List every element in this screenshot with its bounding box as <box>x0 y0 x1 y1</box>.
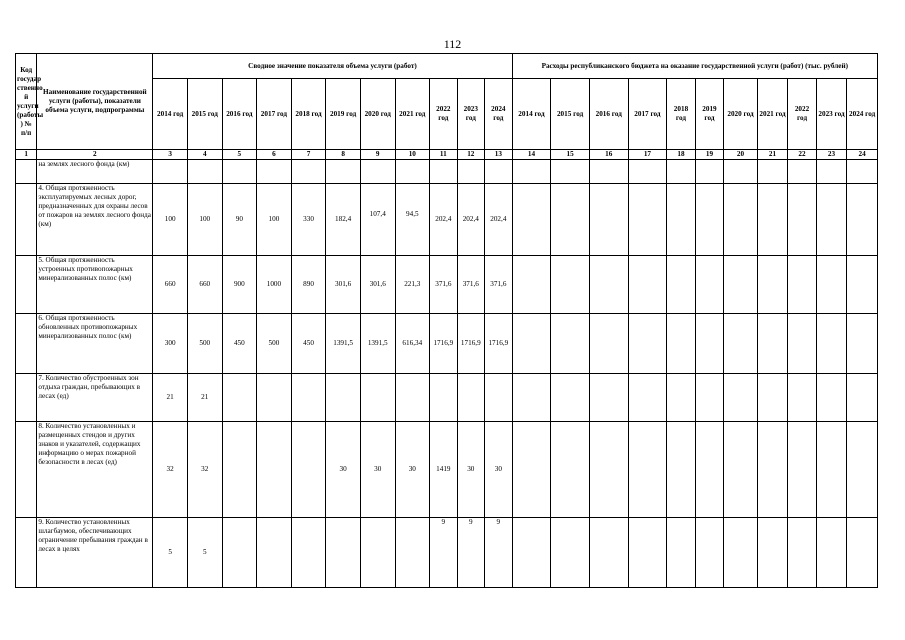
table-row <box>16 256 878 314</box>
volume-value-cell <box>326 314 361 374</box>
volume-value-cell <box>222 160 257 184</box>
code-column-header: Код государ ственно й услуги (работы ) № п/п <box>16 54 37 150</box>
expense-value-cell <box>589 422 628 518</box>
volume-value-cell <box>153 518 188 588</box>
volume-value-cell <box>257 160 292 184</box>
row-name-cell: 4. Общая протяженность эксплуатируемых лесных дорог, предназначенных для охраны лесов от пожаров на землях лесного фонда (км) <box>37 184 153 256</box>
volume-year-header: 2014 год <box>153 79 188 150</box>
column-number: 12 <box>457 150 484 160</box>
volume-year-header: 2019 год <box>326 79 361 150</box>
volume-value-cell <box>326 184 361 256</box>
column-number: 22 <box>788 150 816 160</box>
expense-value-cell <box>757 184 788 256</box>
volume-value-cell <box>485 160 513 184</box>
volume-value: 1000 <box>266 280 282 288</box>
volume-year-header: 2017 год <box>257 79 292 150</box>
volume-value: 30 <box>467 465 475 473</box>
volume-value: 660 <box>199 280 211 288</box>
row-code-cell <box>16 374 37 422</box>
row-code-cell <box>16 184 37 256</box>
expense-value-cell <box>667 160 695 184</box>
expense-value-cell <box>628 374 667 422</box>
column-number: 4 <box>187 150 222 160</box>
volume-value-cell <box>485 518 513 588</box>
volume-value-cell <box>187 314 222 374</box>
expense-year-header: 2023 год <box>816 79 847 150</box>
volume-value-cell <box>187 160 222 184</box>
column-number: 1 <box>16 150 37 160</box>
expense-value-cell <box>695 374 723 422</box>
expense-value-cell <box>757 314 788 374</box>
expense-value-cell <box>788 518 816 588</box>
volume-group-header: Сводное значение показателя объема услуги (работ) <box>153 54 512 79</box>
volume-value-cell <box>257 422 292 518</box>
expense-value-cell <box>757 160 788 184</box>
expense-value-cell <box>847 374 878 422</box>
page-number: 112 <box>443 37 462 51</box>
volume-value-cell <box>360 518 395 588</box>
volume-value-cell <box>153 184 188 256</box>
volume-value: 1716,9 <box>488 339 509 347</box>
expense-value-cell <box>512 160 551 184</box>
expense-year-header: 2021 год <box>757 79 788 150</box>
volume-value: 450 <box>233 339 245 347</box>
volume-value: 100 <box>268 215 280 223</box>
expense-year-header: 2018 год <box>667 79 695 150</box>
volume-value: 1391,5 <box>333 339 353 347</box>
expense-year-header: 2016 год <box>589 79 628 150</box>
expense-value-cell <box>695 518 723 588</box>
expense-value-cell <box>512 422 551 518</box>
volume-value: 300 <box>164 339 176 347</box>
column-number: 3 <box>153 150 188 160</box>
volume-value-cell <box>291 374 326 422</box>
column-number: 2 <box>37 150 153 160</box>
table-row <box>16 374 878 422</box>
expense-value-cell <box>628 160 667 184</box>
row-code-cell <box>16 256 37 314</box>
expense-value-cell <box>724 314 758 374</box>
volume-value: 371,6 <box>462 280 479 288</box>
volume-value: 30 <box>374 465 382 473</box>
volume-year-header: 2020 год <box>360 79 395 150</box>
volume-value-cell <box>430 256 457 314</box>
expense-value-cell <box>628 256 667 314</box>
expense-value-cell <box>816 422 847 518</box>
volume-value: 90 <box>235 215 243 223</box>
volume-year-header: 2023 год <box>457 79 484 150</box>
volume-value-cell <box>187 184 222 256</box>
volume-value: 5 <box>202 548 207 556</box>
volume-value-cell <box>153 374 188 422</box>
volume-value: 371,6 <box>435 280 452 288</box>
volume-value: 182,4 <box>335 215 352 223</box>
expense-value-cell <box>757 422 788 518</box>
volume-value-cell <box>485 314 513 374</box>
volume-value-cell <box>291 160 326 184</box>
expense-value-cell <box>628 422 667 518</box>
volume-value-cell <box>360 422 395 518</box>
volume-value: 9 <box>469 518 473 526</box>
expense-value-cell <box>589 314 628 374</box>
row-name-cell: 9. Количество установленных шлагбаумов, обеспечивающих ограничение пребывания граждан в лесах в целях <box>37 518 153 588</box>
volume-value-cell <box>222 518 257 588</box>
volume-value: 221,3 <box>404 280 421 288</box>
volume-value: 9 <box>441 518 446 526</box>
volume-value: 1716,9 <box>433 339 454 347</box>
volume-value-cell <box>222 314 257 374</box>
column-number: 16 <box>589 150 628 160</box>
volume-value-cell <box>291 518 326 588</box>
volume-value-cell <box>430 314 457 374</box>
volume-value-cell <box>291 422 326 518</box>
expense-value-cell <box>589 518 628 588</box>
volume-value-cell <box>291 256 326 314</box>
expense-value-cell <box>788 160 816 184</box>
volume-year-header: 2022 год <box>430 79 457 150</box>
volume-value: 301,6 <box>369 280 386 288</box>
expense-value-cell <box>724 422 758 518</box>
volume-value-cell <box>360 184 395 256</box>
column-number: 7 <box>291 150 326 160</box>
volume-value-cell <box>360 256 395 314</box>
volume-value: 202,4 <box>462 215 479 223</box>
row-name-cell: на землях лесного фонда (км) <box>37 160 153 184</box>
expense-value-cell <box>551 422 590 518</box>
expense-value-cell <box>757 518 788 588</box>
expense-value-cell <box>667 184 695 256</box>
expense-value-cell <box>816 374 847 422</box>
expense-value-cell <box>589 160 628 184</box>
column-number: 9 <box>360 150 395 160</box>
volume-value-cell <box>457 518 484 588</box>
volume-value-cell <box>187 518 222 588</box>
expense-value-cell <box>551 518 590 588</box>
expense-value-cell <box>695 184 723 256</box>
volume-value: 1391,5 <box>367 339 388 347</box>
volume-value-cell <box>360 314 395 374</box>
volume-value: 100 <box>164 215 176 223</box>
volume-value-cell <box>485 374 513 422</box>
expense-value-cell <box>695 422 723 518</box>
column-number: 23 <box>816 150 847 160</box>
volume-value-cell <box>291 184 326 256</box>
name-column-header: Наименование государственной услуги (работы), показатели объема услуги, подпрограммы <box>37 54 153 150</box>
expense-value-cell <box>551 314 590 374</box>
expense-value-cell <box>788 422 816 518</box>
expense-value-cell <box>847 184 878 256</box>
column-number: 21 <box>757 150 788 160</box>
expense-value-cell <box>628 518 667 588</box>
volume-year-header: 2018 год <box>291 79 326 150</box>
expense-year-header: 2020 год <box>724 79 758 150</box>
expense-value-cell <box>788 314 816 374</box>
column-number-row <box>16 150 878 160</box>
volume-value-cell <box>457 256 484 314</box>
table-row <box>16 160 878 184</box>
volume-value: 890 <box>303 280 314 288</box>
column-number: 6 <box>257 150 292 160</box>
volume-value-cell <box>153 256 188 314</box>
volume-value: 301,6 <box>335 280 352 288</box>
volume-value-cell <box>153 314 188 374</box>
expense-value-cell <box>724 184 758 256</box>
expense-year-header: 2022 год <box>788 79 816 150</box>
volume-value-cell <box>395 422 430 518</box>
volume-value-cell <box>395 518 430 588</box>
expense-year-header: 2014 год <box>512 79 551 150</box>
volume-value-cell <box>395 256 430 314</box>
column-number: 24 <box>847 150 878 160</box>
column-number: 11 <box>430 150 457 160</box>
volume-value: 371,6 <box>490 280 507 288</box>
volume-value: 202,4 <box>435 215 452 223</box>
expense-value-cell <box>512 256 551 314</box>
services-table <box>15 53 878 588</box>
column-number: 5 <box>222 150 257 160</box>
volume-value-cell <box>457 184 484 256</box>
volume-value-cell <box>326 160 361 184</box>
volume-value-cell <box>457 422 484 518</box>
expense-group-header: Расходы республиканского бюджета на оказание государственной услуги (работ) (тыс. рублей) <box>512 54 877 79</box>
volume-value: 21 <box>201 393 209 401</box>
volume-value-cell <box>326 374 361 422</box>
volume-value-cell <box>485 256 513 314</box>
expense-value-cell <box>788 184 816 256</box>
expense-value-cell <box>589 184 628 256</box>
expense-year-header: 2017 год <box>628 79 667 150</box>
volume-value-cell <box>257 184 292 256</box>
volume-year-header: 2024 год <box>485 79 513 150</box>
expense-value-cell <box>551 160 590 184</box>
volume-value-cell <box>457 374 484 422</box>
expense-value-cell <box>512 314 551 374</box>
volume-value: 30 <box>408 465 416 473</box>
expense-value-cell <box>757 256 788 314</box>
expense-value-cell <box>724 374 758 422</box>
volume-value-cell <box>326 256 361 314</box>
volume-value: 900 <box>233 280 245 288</box>
expense-value-cell <box>512 184 551 256</box>
volume-value-cell <box>360 160 395 184</box>
column-number: 20 <box>724 150 758 160</box>
expense-value-cell <box>628 184 667 256</box>
expense-value-cell <box>667 422 695 518</box>
volume-value-cell <box>257 518 292 588</box>
row-name-cell: 6. Общая протяженность обновленных противопожарных минерализованных полос (км) <box>37 314 153 374</box>
expense-value-cell <box>551 374 590 422</box>
volume-value: 32 <box>166 465 174 473</box>
expense-value-cell <box>757 374 788 422</box>
volume-value-cell <box>153 160 188 184</box>
volume-value-cell <box>430 374 457 422</box>
column-number: 10 <box>395 150 430 160</box>
volume-value-cell <box>291 314 326 374</box>
expense-value-cell <box>512 374 551 422</box>
volume-value: 30 <box>339 465 347 473</box>
expense-value-cell <box>724 518 758 588</box>
table-row <box>16 314 878 374</box>
volume-value-cell <box>222 422 257 518</box>
volume-value: 107,4 <box>369 210 386 218</box>
volume-value-cell <box>360 374 395 422</box>
volume-value: 32 <box>201 465 209 473</box>
row-code-cell <box>16 160 37 184</box>
column-number: 19 <box>695 150 723 160</box>
volume-value-cell <box>326 422 361 518</box>
volume-value-cell <box>485 422 513 518</box>
volume-value-cell <box>395 374 430 422</box>
volume-value-cell <box>257 374 292 422</box>
volume-value-cell <box>222 256 257 314</box>
volume-value: 450 <box>303 339 314 347</box>
volume-value-cell <box>457 314 484 374</box>
row-code-cell <box>16 314 37 374</box>
expense-value-cell <box>512 518 551 588</box>
volume-value-cell <box>326 518 361 588</box>
expense-value-cell <box>847 256 878 314</box>
expense-value-cell <box>847 422 878 518</box>
expense-value-cell <box>667 374 695 422</box>
expense-year-header: 2019 год <box>695 79 723 150</box>
expense-value-cell <box>847 518 878 588</box>
volume-value-cell <box>187 374 222 422</box>
volume-value-cell <box>485 184 513 256</box>
column-number: 15 <box>551 150 590 160</box>
expense-value-cell <box>724 256 758 314</box>
volume-value-cell <box>257 314 292 374</box>
expense-value-cell <box>788 256 816 314</box>
row-code-cell <box>16 422 37 518</box>
expense-value-cell <box>816 160 847 184</box>
volume-value: 100 <box>199 215 211 223</box>
volume-value-cell <box>457 160 484 184</box>
volume-value-cell <box>430 184 457 256</box>
expense-value-cell <box>667 314 695 374</box>
volume-value: 9 <box>496 518 501 526</box>
table-row <box>16 184 878 256</box>
row-code-cell <box>16 518 37 588</box>
volume-value-cell <box>222 184 257 256</box>
column-number: 18 <box>667 150 695 160</box>
expense-value-cell <box>724 160 758 184</box>
volume-value: 1419 <box>436 465 451 473</box>
table-row <box>16 422 878 518</box>
volume-value-cell <box>395 160 430 184</box>
volume-value-cell <box>395 184 430 256</box>
expense-value-cell <box>551 256 590 314</box>
expense-value-cell <box>695 160 723 184</box>
expense-value-cell <box>695 314 723 374</box>
volume-value-cell <box>222 374 257 422</box>
volume-value-cell <box>430 518 457 588</box>
expense-value-cell <box>816 314 847 374</box>
volume-value-cell <box>187 422 222 518</box>
volume-value: 202,4 <box>490 215 507 223</box>
volume-year-header: 2021 год <box>395 79 430 150</box>
volume-value: 5 <box>168 548 172 556</box>
expense-value-cell <box>847 160 878 184</box>
volume-value-cell <box>257 256 292 314</box>
expense-year-header: 2015 год <box>551 79 590 150</box>
expense-year-header: 2024 год <box>847 79 878 150</box>
volume-value-cell <box>430 422 457 518</box>
expense-value-cell <box>667 518 695 588</box>
table-row <box>16 518 878 588</box>
volume-year-header: 2015 год <box>187 79 222 150</box>
expense-value-cell <box>667 256 695 314</box>
expense-value-cell <box>816 184 847 256</box>
volume-year-header: 2016 год <box>222 79 257 150</box>
row-name-cell: 5. Общая протяженность устроенных противопожарных минерализованных полос (км) <box>37 256 153 314</box>
volume-value-cell <box>395 314 430 374</box>
column-number: 17 <box>628 150 667 160</box>
row-name-cell: 7. Количество обустроенных зон отдыха граждан, пребывающих в лесах (ед) <box>37 374 153 422</box>
column-number: 14 <box>512 150 551 160</box>
expense-value-cell <box>695 256 723 314</box>
column-number: 13 <box>485 150 513 160</box>
volume-value: 500 <box>199 339 211 347</box>
volume-value: 500 <box>268 339 280 347</box>
volume-value-cell <box>153 422 188 518</box>
volume-value: 21 <box>166 393 174 401</box>
expense-value-cell <box>847 314 878 374</box>
volume-value: 660 <box>164 280 176 288</box>
volume-value-cell <box>187 256 222 314</box>
volume-value: 1716,9 <box>460 339 481 347</box>
volume-value: 330 <box>303 215 314 223</box>
expense-value-cell <box>816 518 847 588</box>
volume-value: 94,5 <box>406 210 419 218</box>
volume-value: 30 <box>494 465 502 473</box>
expense-value-cell <box>551 184 590 256</box>
column-number: 8 <box>326 150 361 160</box>
expense-value-cell <box>589 256 628 314</box>
volume-value: 616,34 <box>402 339 423 347</box>
expense-value-cell <box>589 374 628 422</box>
expense-value-cell <box>628 314 667 374</box>
row-name-cell: 8. Количество установленных и размещенных стендов и других знаков и указателей, содержащих информацию о мерах пожарной безопасности в лесах (ед) <box>37 422 153 518</box>
expense-value-cell <box>788 374 816 422</box>
expense-value-cell <box>816 256 847 314</box>
volume-value-cell <box>430 160 457 184</box>
